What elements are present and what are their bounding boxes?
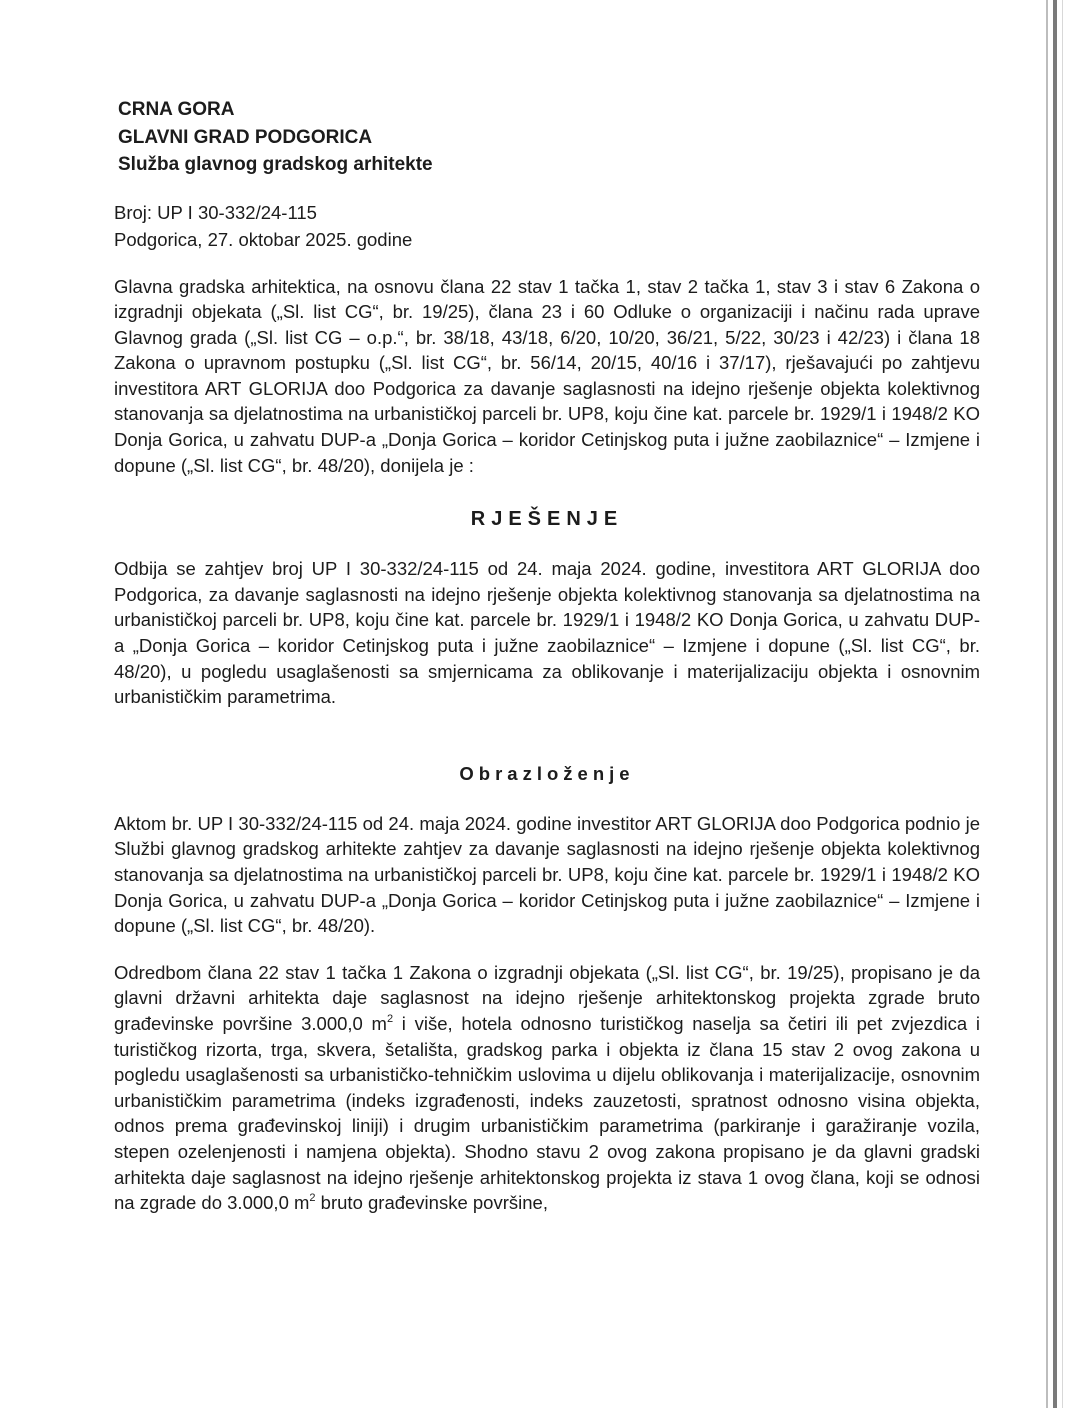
page-edge-shadow — [1062, 0, 1063, 1408]
intro-paragraph: Glavna gradska arhitektica, na osnovu člana 22 stav 1 tačka 1, stav 2 tačka 1, stav 3 i stav 6 Zakona o izgradnji objekata („Sl. list CG“, br. 19/25), člana 23 i 60 Odluke o organizaciji i načinu rada uprave Glavnog grada („Sl. list CG – o.p.“, br. 38/18, 43/18, 6/20, 10/20, 36/21, 5/22, 30/23 i 42/23) i člana 18 Zakona o upravnom postupku („Sl. list CG“, br. 56/14, 20/15, 40/16 i 37/17), rješavajući po zahtjevu investitora ART GLORIJA doo Podgorica za davanje saglasnosti na idejno rješenje objekta kolektivnog stanovanja sa djelatnostima na urbanističkoj parceli br. UP8, koju čine kat. parcele br. 1929/1 i 1948/2 KO Donja Gorica, u zahvatu DUP-a „Donja Gorica – koridor Cetinjskog puta i južne zaobilaznice“ – Izmjene i dopune („Sl. list CG“, br. 48/20), donijela je : — [114, 275, 980, 476]
letterhead-city: GLAVNI GRAD PODGORICA — [118, 126, 373, 148]
document-place-date: Podgorica, 27. oktobar 2025. godine — [114, 229, 413, 250]
letterhead-country: CRNA GORA — [118, 99, 235, 120]
reasoning-paragraph-2 — [114, 960, 980, 1216]
superscript: 2 — [386, 1012, 394, 1025]
reasoning-text: i više, hotela odnosno turističkog naselja sa četiri ili pet zvjezdica i turističkog rizorta, trga, skvera, šetališta, gradskog parka i objekta iz člana 15 stav 2 ovog zakona u pogledu usaglašenosti sa urbanističko-tehničkim uslovima u dijelu oblikovanja i materijalizacije, osnovnim urbanističkim parametrima (indeks izgrađenosti, indeks zauzetosti, spratnost odnosno visina objekta, odnos prema građevinskoj liniji) i drugim urbanističkim parametrima (parkiranje i garažiranje vozila, stepen ozelenjenosti i namjena objekta). Shodno stavu 2 ovog zakona propisano je da glavni gradski arhitekta daje saglasnost na idejno rješenje arhitektonskog projekta iz stava 1 ovog člana, koji se odnosi na zgrade do 3.000,0 m — [114, 1012, 980, 1214]
reasoning-text: Odredbom člana 22 stav 1 tačka 1 Zakona o izgradnji objekata („Sl. list CG“, br. 19/25), propisano je da glavni državni arhitekta daje saglasnost na idejno rješenje arhitektonskog projekta zgrade bruto građevinske površine 3.000,0 m — [114, 961, 980, 1034]
decision-title: RJEŠENJE — [470, 508, 624, 531]
letterhead-office: Služba glavnog gradskog arhitekte — [118, 154, 433, 175]
reasoning-text: bruto građevinske površine, — [315, 1192, 548, 1214]
decision-paragraph: Odbija se zahtjev broj UP I 30-332/24-115 od 24. maja 2024. godine, investitora ART GLORIJA doo Podgorica, za davanje saglasnosti na idejno rješenje objekta kolektivnog stanovanja sa djelatnostima na urbanističkoj parceli br. UP8, koju čine kat. parcele br. 1929/1 i 1948/2 KO Donja Gorica, u zahvatu DUP-a „Donja Gorica – koridor Cetinjskog puta i južne zaobilaznice“ – Izmjene i dopune („Sl. list CG“, br. 48/20), u pogledu usaglašenosti sa smjernicama za oblikovanje i materijalizaciju objekta i osnovnim urbanističkim parametrima. — [114, 558, 980, 708]
superscript: 2 — [309, 1192, 316, 1205]
reasoning-title: Obrazloženje — [459, 762, 635, 784]
page-edge-shadow — [1046, 0, 1048, 1408]
document-number: Broj: UP I 30-332/24-115 — [114, 201, 317, 223]
page-edge-shadow — [1053, 0, 1057, 1408]
letterhead — [118, 96, 980, 179]
document-meta — [114, 199, 980, 254]
document-page — [114, 96, 980, 1216]
reasoning-paragraph-1: Aktom br. UP I 30-332/24-115 od 24. maja 2024. godine investitor ART GLORIJA doo Podgorica podnio je Službi glavnog gradskog arhitekte zahtjev za davanje saglasnosti na idejno rješenje objekta kolektivnog stanovanja sa djelatnostima na urbanističkoj parceli br. UP8, koju čine kat. parcele br. 1929/1 i 1948/2 KO Donja Gorica, u zahvatu DUP-a „Donja Gorica – koridor Cetinjskog puta i južne zaobilaznice“ – Izmjene i dopune („Sl. list CG“, br. 48/20). — [114, 812, 980, 937]
